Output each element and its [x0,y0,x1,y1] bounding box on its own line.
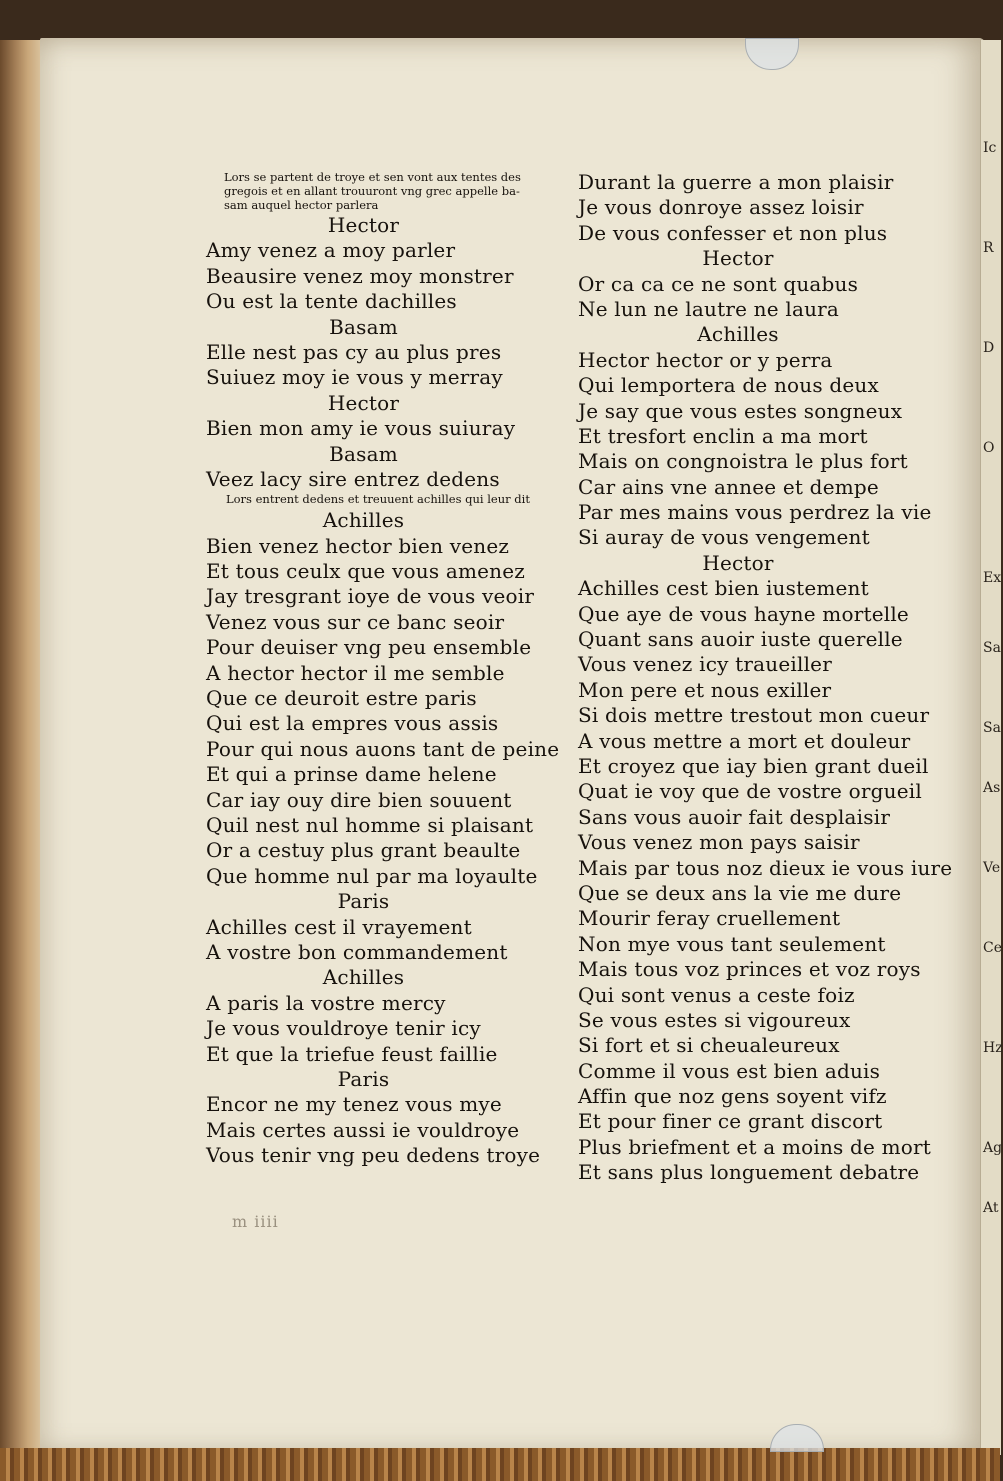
facing-page-strip [980,40,1001,1455]
speaker-heading: Basam [329,314,398,339]
verse-line: Achilles cest bien iustement [578,576,869,601]
verse-line: Venez vous sur ce banc seoir [206,609,505,634]
verse-line: Elle nest pas cy au plus pres [206,339,502,364]
verse-line: Que aye de vous hayne mortelle [578,601,909,626]
verse-line: A paris la vostre mercy [206,990,446,1015]
verse-line: Quant sans auoir iuste querelle [578,627,903,652]
rubric-line: gregois et en allant trouuront vng grec appelle ba- [224,184,520,198]
verse-line: Bien mon amy ie vous suiuray [206,416,516,441]
verse-line: Quil nest nul homme si plaisant [206,812,534,837]
verse-line: Achilles cest il vrayement [206,914,472,939]
verse-line: Affin que noz gens soyent vifz [578,1084,887,1109]
speaker-heading: Basam [329,441,398,466]
verse-line: De vous confesser et non plus [578,220,888,245]
verse-line: Si dois mettre trestout mon cueur [578,703,930,728]
facing-page-fragment: Sa [983,720,1001,736]
verse-line: Mais certes aussi ie vouldroye [206,1117,520,1142]
verse-line: Qui est la empres vous assis [206,711,499,736]
verse-line: Veez lacy sire entrez dedens [206,466,500,491]
speaker-heading: Hector [702,246,774,271]
verse-line: Mon pere et nous exiller [578,677,832,702]
verse-line: A hector hector il me semble [206,660,505,685]
facing-page-fragment: Hz [983,1040,1003,1056]
facing-page-fragment: O [983,440,995,456]
verse-line: Mourir feray cruellement [578,906,841,931]
rubric-stage-direction: Lors entrent dedens et treuuent achilles qui leur dit [226,492,530,507]
verse-line: Se vous estes si vigoureux [578,1007,851,1032]
verse-line: Comme il vous est bien aduis [578,1058,881,1083]
signature-mark: m iiii [232,1212,279,1231]
verse-line: Bien venez hector bien venez [206,533,510,558]
verse-line: Or ca ca ce ne sont quabus [578,271,859,296]
verse-line: Non mye vous tant seulement [578,931,886,956]
facing-page-fragment: R [983,240,994,256]
speaker-heading: Paris [337,1066,390,1091]
verse-line: Et tous ceulx que vous amenez [206,559,526,584]
verse-line: A vostre bon commandement [206,939,508,964]
verse-line: Que ce deuroit estre paris [206,686,477,711]
facing-page-fragment: Ex [983,570,1002,586]
verse-line: Je say que vous estes songneux [578,398,903,423]
verse-line: Que homme nul par ma loyaulte [206,863,538,888]
verse-line: Ou est la tente dachilles [206,289,457,314]
verse-line: Mais par tous noz dieux ie vous iure [578,855,953,880]
verse-line: Hector hector or y perra [578,347,833,372]
verse-line: Encor ne my tenez vous mye [206,1092,502,1117]
verse-line: Pour deuiser vng peu ensemble [206,635,532,660]
verse-line: Ne lun ne lautre ne laura [578,296,840,321]
verse-line: Durant la guerre a mon plaisir [578,170,894,194]
facing-page-fragment: Ic [983,140,997,156]
speaker-heading: Achilles [697,322,779,347]
verse-line: Par mes mains vous perdrez la vie [578,500,932,525]
speaker-heading: Hector [327,213,400,237]
left-text-column [206,170,560,1168]
book-bottom-edge [0,1448,1000,1481]
verse-line: Et tresfort enclin a ma mort [578,423,868,448]
verse-line: Mais on congnoistra le plus fort [578,449,908,474]
facing-page-fragment: D [983,340,995,356]
verse-line: Or a cestuy plus grant beaulte [206,838,521,863]
verse-line: Amy venez a moy parler [206,238,456,263]
facing-page-fragment: Ce [983,940,1002,956]
speaker-heading: Hector [702,550,774,575]
verse-line: Vous tenir vng peu dedens troye [206,1143,541,1168]
facing-page-fragment: As [983,780,1001,796]
verse-line: Si auray de vous vengement [578,525,870,550]
right-text-column [578,170,953,1186]
verse-line: Et croyez que iay bien grant dueil [578,753,929,778]
facing-page-fragment: Sa [983,640,1001,656]
book-fore-edge [0,40,40,1481]
rubric-stage-direction [206,170,551,212]
verse-line: Pour qui nous auons tant de peine [206,736,560,761]
verse-line: Sans vous auoir fait desplaisir [578,804,891,829]
verse-line: Mais tous voz princes et voz roys [578,957,921,982]
verse-line: Vous venez icy traueiller [578,652,832,677]
rubric-line: sam auquel hector parlera [224,198,379,212]
verse-line: Et que la triefue feust faillie [206,1041,498,1066]
verse-line: Que se deux ans la vie me dure [578,880,902,905]
verse-line: Vous venez mon pays saisir [578,830,860,855]
rubric-line: Lors se partent de troye et sen vont aux tentes des [224,170,521,184]
verse-line: Qui lemportera de nous deux [578,373,879,398]
facing-page-fragment: At [983,1200,999,1216]
verse-line: Et pour finer ce grant discort [578,1109,883,1134]
verse-line: Je vous vouldroye tenir icy [206,1016,481,1041]
speaker-heading: Paris [337,889,390,914]
speaker-heading: Achilles [322,965,405,990]
verse-line: Beausire venez moy monstrer [206,263,514,288]
verse-line: Plus briefment et a moins de mort [578,1134,932,1159]
speaker-heading: Hector [327,390,400,415]
verse-line: Car iay ouy dire bien souuent [206,787,512,812]
verse-line: Je vous donroye assez loisir [578,195,864,220]
verse-line: Qui sont venus a ceste foiz [578,982,855,1007]
verse-line: A vous mettre a mort et douleur [578,728,911,753]
verse-line: Jay tresgrant ioye de vous veoir [206,584,535,609]
verse-line: Si fort et si cheualeureux [578,1033,840,1058]
verse-line: Car ains vne annee et dempe [578,474,879,499]
verse-line: Suiuez moy ie vous y merray [206,365,503,390]
verse-line: Quat ie voy que de vostre orgueil [578,779,922,804]
verse-line: Et sans plus longuement debatre [578,1160,920,1185]
facing-page-fragment: Ag [983,1140,1003,1156]
facing-page-fragment: Ve [983,860,1001,876]
speaker-heading: Achilles [322,508,405,533]
verse-line: Et qui a prinse dame helene [206,762,497,787]
